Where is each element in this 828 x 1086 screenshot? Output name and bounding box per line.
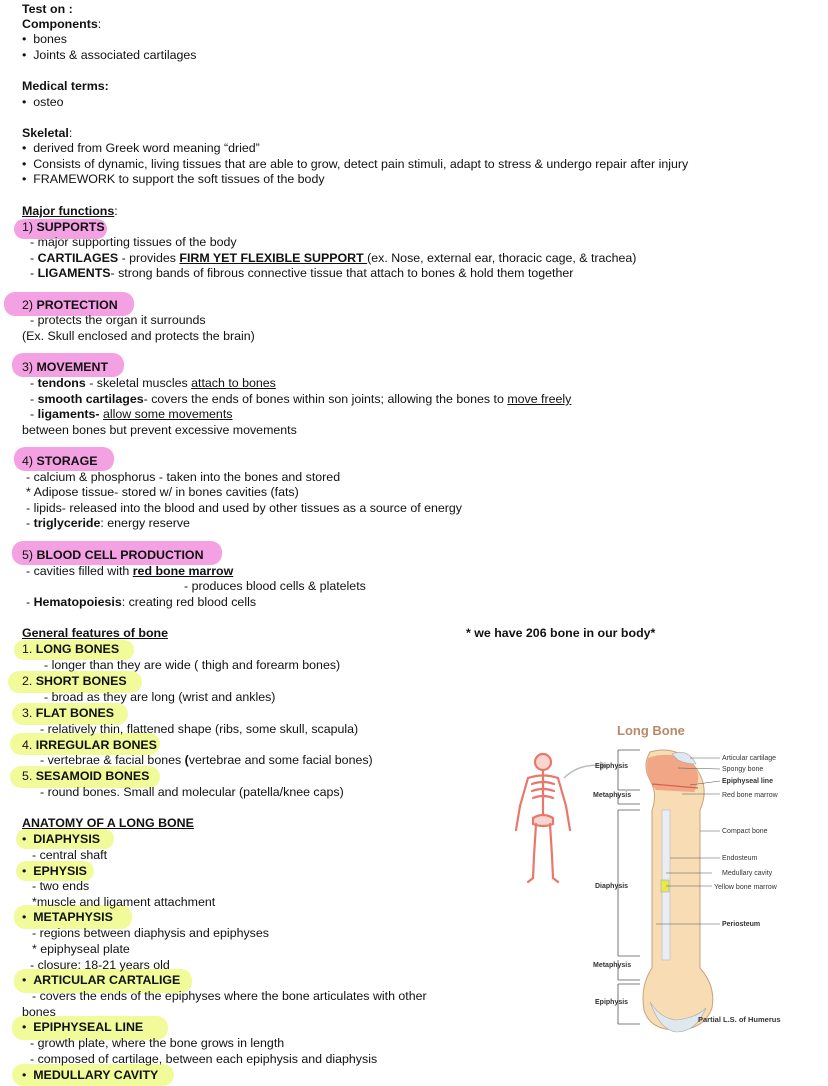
protection-line: - protects the organ it surrounds xyxy=(30,313,206,327)
articular-line: bones xyxy=(22,1005,56,1019)
flat-bones-heading: 3. FLAT BONES xyxy=(22,706,115,720)
supports-heading: 1) SUPPORTS xyxy=(22,220,105,234)
storage-line: - calcium & phosphorus - taken into the bones and stored xyxy=(26,470,341,484)
components-heading: Components: xyxy=(22,17,102,31)
bone-count-note: * we have 206 bone in our body* xyxy=(466,626,656,640)
label-medullary-cavity: Medullary cavity xyxy=(722,870,773,877)
label-endosteum: Endosteum xyxy=(722,855,758,862)
storage-heading: 4) STORAGE xyxy=(22,454,98,468)
label-epiphysis-top: Epiphysis xyxy=(595,763,629,770)
epiphyseal-heading: • EPIPHYSEAL LINE xyxy=(22,1020,144,1034)
list-item: • osteo xyxy=(22,95,64,109)
major-functions-heading: Major functions: xyxy=(22,204,118,218)
movement-line: - tendons - skeletal muscles attach to bones xyxy=(30,376,276,390)
epiphyseal-line: - composed of cartilage, between each epiphysis and diaphysis xyxy=(30,1052,378,1066)
storage-line: * Adipose tissue- stored w/ in bones cavities (fats) xyxy=(26,485,299,499)
metaphysis-line: - regions between diaphysis and epiphyses xyxy=(32,926,269,940)
storage-line: - lipids- released into the blood and used by other tissues as a source of energy xyxy=(26,501,462,515)
ephysis-line: - two ends xyxy=(32,879,90,893)
flat-bones-desc: - relatively thin, flattened shape (ribs, some skull, scapula) xyxy=(40,722,359,736)
blood-heading: 5) BLOOD CELL PRODUCTION xyxy=(22,548,204,562)
list-item: • bones xyxy=(22,32,67,46)
movement-line: between bones but prevent excessive movements xyxy=(22,423,297,437)
humerus-bone-icon xyxy=(643,750,713,1032)
label-diaphysis: Diaphysis xyxy=(595,883,629,890)
test-on-heading: Test on : xyxy=(22,2,73,16)
sesamoid-bones-desc: - round bones. Small and molecular (patella/knee caps) xyxy=(40,785,344,799)
irregular-bones-heading: 4. IRREGULAR BONES xyxy=(22,738,157,752)
list-item: • FRAMEWORK to support the soft tissues of the body xyxy=(22,172,325,186)
label-yellow-bone-marrow: Yellow bone marrow xyxy=(714,884,777,891)
diaphysis-line: - central shaft xyxy=(32,848,108,862)
label-metaphysis-top: Metaphysis xyxy=(593,792,632,799)
irregular-bones-desc: - vertebrae & facial bones (vertebrae and some facial bones) xyxy=(40,753,373,767)
label-red-bone-marrow: Red bone marrow xyxy=(722,792,778,799)
ephysis-line: *muscle and ligament attachment xyxy=(32,895,216,909)
skeleton-icon xyxy=(516,754,570,882)
label-epiphyseal-line: Epiphyseal line xyxy=(722,778,773,785)
long-bones-heading: 1. LONG BONES xyxy=(22,642,120,656)
label-spongy-bone: Spongy bone xyxy=(722,766,764,773)
label-articular-cartilage: Articular cartilage xyxy=(722,755,777,762)
general-features-heading: General features of bone xyxy=(22,626,168,640)
label-epiphysis-bottom: Epiphysis xyxy=(595,999,629,1006)
short-bones-heading: 2. SHORT BONES xyxy=(22,674,127,688)
supports-line: - major supporting tissues of the body xyxy=(30,235,237,249)
protection-line: (Ex. Skull enclosed and protects the brain) xyxy=(22,329,255,343)
blood-line: - Hematopoiesis: creating red blood cells xyxy=(26,595,257,609)
sesamoid-bones-heading: 5. SESAMOID BONES xyxy=(22,769,150,783)
figure-title: Long Bone xyxy=(617,723,685,738)
figure-caption: Partial L.S. of Humerus xyxy=(698,1015,781,1024)
diaphysis-heading: • DIAPHYSIS xyxy=(22,832,101,846)
supports-line: - CARTILAGES - provides FIRM YET FLEXIBLE SUPPORT (ex. Nose, external ear, thoracic cage, & trachea) xyxy=(30,251,637,265)
long-bone-figure xyxy=(500,718,810,1048)
epiphyseal-line: - growth plate, where the bone grows in length xyxy=(30,1036,285,1050)
label-periosteum: Periosteum xyxy=(722,921,761,928)
movement-heading: 3) MOVEMENT xyxy=(22,360,109,374)
label-metaphysis-bottom: Metaphysis xyxy=(593,962,632,969)
short-bones-desc: - broad as they are long (wrist and ankles) xyxy=(44,690,276,704)
long-bones-desc: - longer than they are wide ( thigh and forearm bones) xyxy=(44,658,341,672)
medullary-heading: • MEDULLARY CAVITY xyxy=(22,1068,159,1082)
storage-line: - triglyceride: energy reserve xyxy=(26,516,190,530)
medical-terms-heading: Medical terms: xyxy=(22,79,109,93)
blood-line: - produces blood cells & platelets xyxy=(184,579,366,593)
metaphysis-line: * epiphyseal plate xyxy=(32,942,130,956)
list-item: • Joints & associated cartilages xyxy=(22,48,197,62)
label-compact-bone: Compact bone xyxy=(722,828,768,835)
articular-line: - covers the ends of the epiphyses where the bone articulates with other xyxy=(32,989,427,1003)
articular-heading: • ARTICULAR CARTALIGE xyxy=(22,973,181,987)
supports-line: - LIGAMENTS- strong bands of fibrous connective tissue that attach to bones & hold them together xyxy=(30,266,574,280)
blood-line: - cavities filled with red bone marrow xyxy=(26,564,234,578)
ephysis-heading: • EPHYSIS xyxy=(22,864,87,878)
protection-heading: 2) PROTECTION xyxy=(22,298,118,312)
metaphysis-line: - closure: 18-21 years old xyxy=(30,958,170,972)
list-item: • Consists of dynamic, living tissues that are able to grow, detect pain stimuli, adapt to stress & undergo repair after injury xyxy=(22,157,689,171)
movement-line: - smooth cartilages- covers the ends of bones within son joints; allowing the bones to move freely xyxy=(30,392,572,406)
metaphysis-heading: • METAPHYSIS xyxy=(22,910,113,924)
list-item: • derived from Greek word meaning “dried” xyxy=(22,141,260,155)
movement-line: - ligaments- allow some movements xyxy=(30,407,233,421)
anatomy-heading: ANATOMY OF A LONG BONE xyxy=(22,816,194,830)
skeletal-heading: Skeletal: xyxy=(22,126,73,140)
